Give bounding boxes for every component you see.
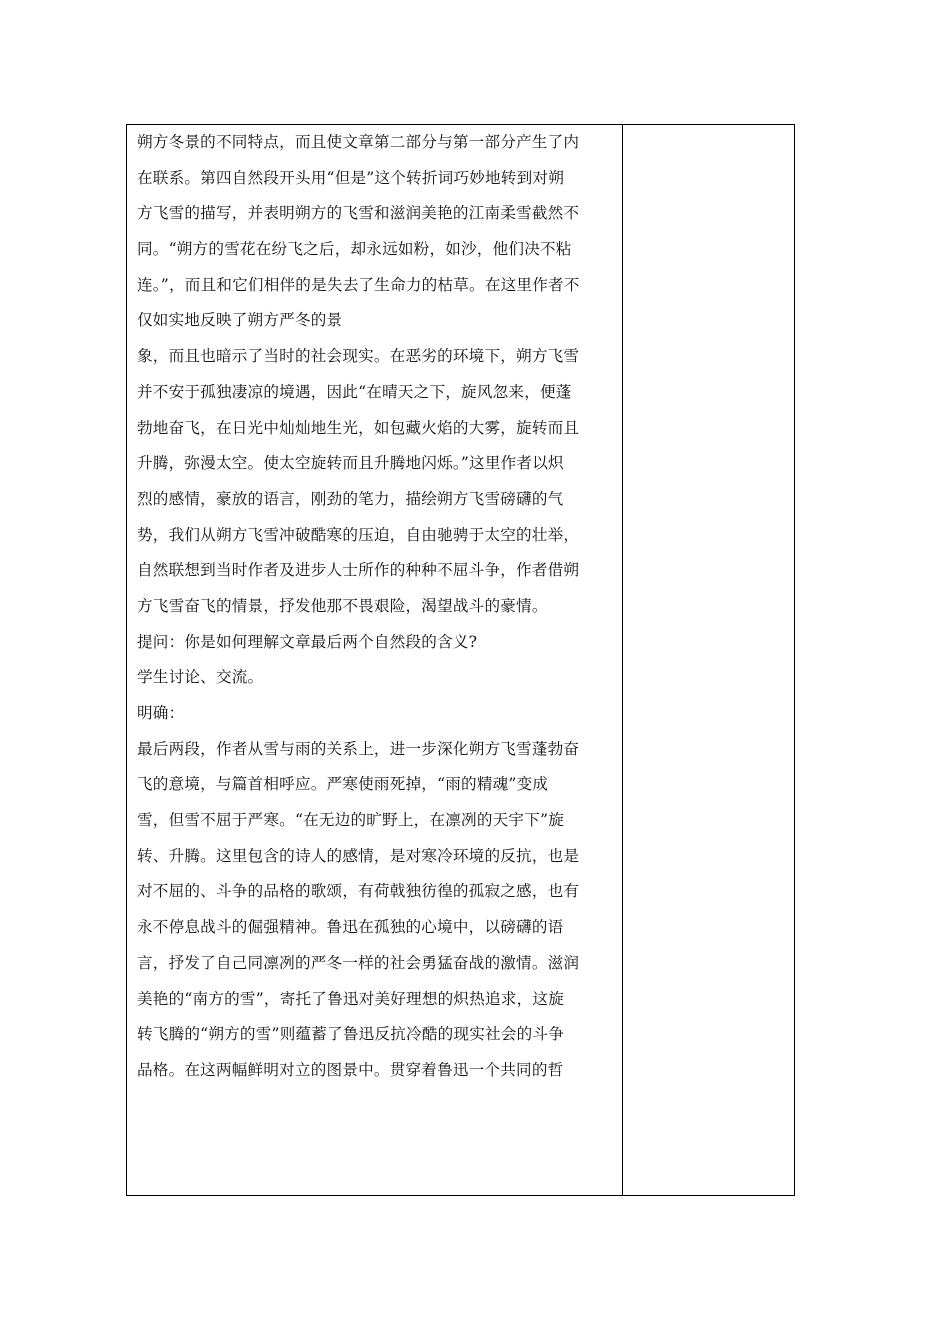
- text-line: 言，抒发了自己同凛冽的严冬一样的社会勇猛奋战的激情。滋润: [137, 953, 580, 972]
- text-line: 方飞雪的描写，并表明朔方的飞雪和滋润美艳的江南柔雪截然不: [137, 204, 580, 223]
- text-line: 方飞雪奋飞的情景，抒发他那不畏艰险，渴望战斗的豪情。: [137, 596, 548, 615]
- lesson-table: [126, 124, 795, 1196]
- text-line: 并不安于孤独凄凉的境遇，因此“在晴天之下，旋风忽来，便蓬: [137, 382, 572, 401]
- text-line: 转、升腾。这里包含的诗人的感情，是对寒冷环境的反抗，也是: [137, 846, 580, 865]
- notes-cell: [623, 125, 794, 1195]
- text-line: 勃地奋飞，在日光中灿灿地生光，如包藏火焰的大雾，旋转而且: [137, 418, 580, 437]
- text-line: 美艳的“南方的雪”，寄托了鲁迅对美好理想的炽热追求，这旋: [137, 989, 564, 1008]
- clarify-label: 明确：: [137, 704, 185, 722]
- text-line: 永不停息战斗的倔强精神。鲁迅在孤独的心境中，以磅礴的语: [137, 918, 564, 937]
- text-line: 飞的意境，与篇首相呼应。严寒使雨死掉，“雨的精魂”变成: [137, 775, 549, 794]
- text-line: 连。”，而且和它们相伴的是失去了生命力的枯草。在这里作者不: [137, 275, 580, 294]
- text-line: 在联系。第四自然段开头用“但是”这个转折词巧妙地转到对朔: [137, 168, 564, 187]
- text-line: 朔方冬景的不同特点，而且使文章第二部分与第一部分产生了内: [137, 133, 580, 151]
- text-line: 烈的感情，豪放的语言，刚劲的笔力，描绘朔方飞雪磅礴的气: [137, 489, 564, 508]
- text-line: 自然联想到当时作者及进步人士所作的种种不屈斗争，作者借朔: [137, 561, 580, 580]
- text-line: 象，而且也暗示了当时的社会现实。在恶劣的环境下，朔方飞雪: [137, 347, 580, 366]
- text-line: 同。“朔方的雪花在纷飞之后，却永远如粉，如沙，他们决不粘: [137, 240, 572, 259]
- main-content-cell: [127, 125, 623, 1195]
- text-line: 雪，但雪不屈于严寒。“在无边的旷野上，在凛冽的天宇下”旋: [137, 811, 564, 830]
- text-line: 势，我们从朔方飞雪冲破酷寒的压迫，自由驰骋于太空的壮举，: [137, 525, 580, 544]
- question-line: 提问：你是如何理解文章最后两个自然段的含义?: [137, 632, 478, 651]
- text-line: 学生讨论、交流。: [137, 668, 264, 687]
- text-line: 仅如实地反映了朔方严冬的景: [137, 311, 343, 330]
- text-line: 最后两段，作者从雪与雨的关系上，进一步深化朔方飞雪蓬勃奋: [137, 739, 580, 758]
- text-line: 品格。在这两幅鲜明对立的图景中。贯穿着鲁迅一个共同的哲: [137, 1060, 564, 1079]
- text-line: 升腾，弥漫太空。使太空旋转而且升腾地闪烁。”这里作者以炽: [137, 454, 564, 473]
- text-line: 对不屈的、斗争的品格的歌颂，有荷戟独彷徨的孤寂之感，也有: [137, 882, 580, 901]
- text-line: 转飞腾的“朔方的雪”则蕴蓄了鲁迅反抗冷酷的现实社会的斗争: [137, 1025, 564, 1044]
